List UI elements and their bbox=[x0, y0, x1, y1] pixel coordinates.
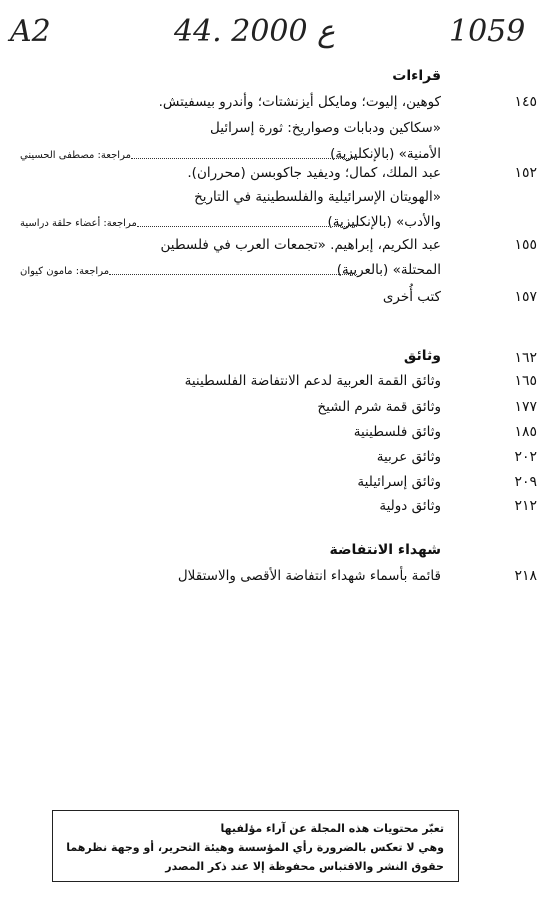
section-martyrs-title: شهداء الانتفاضة bbox=[329, 542, 441, 558]
section-readings-title: قراءات bbox=[392, 68, 441, 84]
reviewer-label: مراجعة: أعضاء حلقة دراسية bbox=[20, 218, 137, 229]
entry-line: عبد الملك، كمال؛ وديفيد جاكوبسن (محرران). bbox=[187, 165, 441, 181]
reviewer-line bbox=[18, 218, 357, 229]
notice-line: وهي لا تعكس بالضرورة رأي المؤسسة وهيئة التحرير، أو وجهة نظرهما bbox=[66, 841, 444, 854]
entry-line: عبد الكريم، إبراهيم. «تجمعات العرب في فلسطين bbox=[160, 237, 441, 253]
reviewer-line bbox=[18, 266, 357, 277]
page-number: ١٥٢ bbox=[514, 165, 537, 181]
notice-line: حقوق النشر والاقتباس محفوظة إلا عند ذكر المصدر bbox=[165, 860, 444, 873]
entry-line: «الهويتان الإسرائيلية والفلسطينية في التاريخ bbox=[194, 189, 441, 205]
entry-line: كوهين، إليوت؛ ومايكل أيزنشتات؛ وأندرو بيسفيتش. bbox=[158, 94, 441, 110]
handwritten-a2: A2 bbox=[10, 14, 51, 49]
page-number: ١٦٢ bbox=[514, 350, 537, 366]
entry-line: قائمة بأسماء شهداء انتفاضة الأقصى والاستقلال bbox=[177, 568, 441, 584]
reviewer-label: مراجعة: مامون كيوان bbox=[20, 266, 110, 277]
reviewer-line bbox=[18, 150, 357, 161]
notice-line: تعبّر محتويات هذه المجلة عن آراء مؤلفيها bbox=[220, 822, 444, 835]
entry-line: «سكاكين ودبابات وصواريخ: ثورة إسرائيل bbox=[210, 120, 441, 136]
dot-leader bbox=[131, 150, 357, 159]
page-number: ٢٠٢ bbox=[514, 449, 537, 465]
page-number: ٢١٨ bbox=[514, 568, 537, 584]
entry-line: وثائق دولية bbox=[379, 498, 441, 514]
entry-line: وثائق إسرائيلية bbox=[357, 474, 441, 490]
entry-line: والأدب» (بالإنكليزية) bbox=[327, 214, 441, 230]
page-number: ١٦٥ bbox=[514, 373, 537, 389]
entry-line: المحتلة» (بالعربية) bbox=[336, 262, 441, 278]
page-number: ٢١٢ bbox=[514, 498, 537, 514]
page-number: ١٨٥ bbox=[514, 424, 537, 440]
page-number: ١٤٥ bbox=[514, 94, 537, 110]
dot-leader bbox=[137, 218, 357, 227]
page-number: ١٥٥ bbox=[514, 237, 537, 253]
dot-leader bbox=[109, 266, 357, 275]
entry-line: وثائق فلسطينية bbox=[353, 424, 441, 440]
notice-box bbox=[52, 810, 459, 882]
section-documents-title: وثائق bbox=[403, 348, 441, 364]
reviewer-label: مراجعة: مصطفى الحسيني bbox=[20, 150, 131, 161]
entry-line: الأمنية» (بالإنكليزية) bbox=[330, 146, 441, 162]
entry-line: كتب أُخرى bbox=[382, 289, 441, 305]
page-number: ٢٠٩ bbox=[514, 474, 537, 490]
page-number: ١٥٧ bbox=[514, 289, 537, 305]
page-number: ١٧٧ bbox=[514, 399, 537, 415]
entry-line: وثائق القمة العربية لدعم الانتفاضة الفلسطينية bbox=[184, 373, 441, 389]
entry-line: وثائق عربية bbox=[376, 449, 441, 465]
handwritten-number: 1059 bbox=[449, 14, 526, 49]
handwritten-reference: 44. ع 2000 bbox=[174, 14, 336, 49]
entry-line: وثائق قمة شرم الشيخ bbox=[317, 399, 441, 415]
